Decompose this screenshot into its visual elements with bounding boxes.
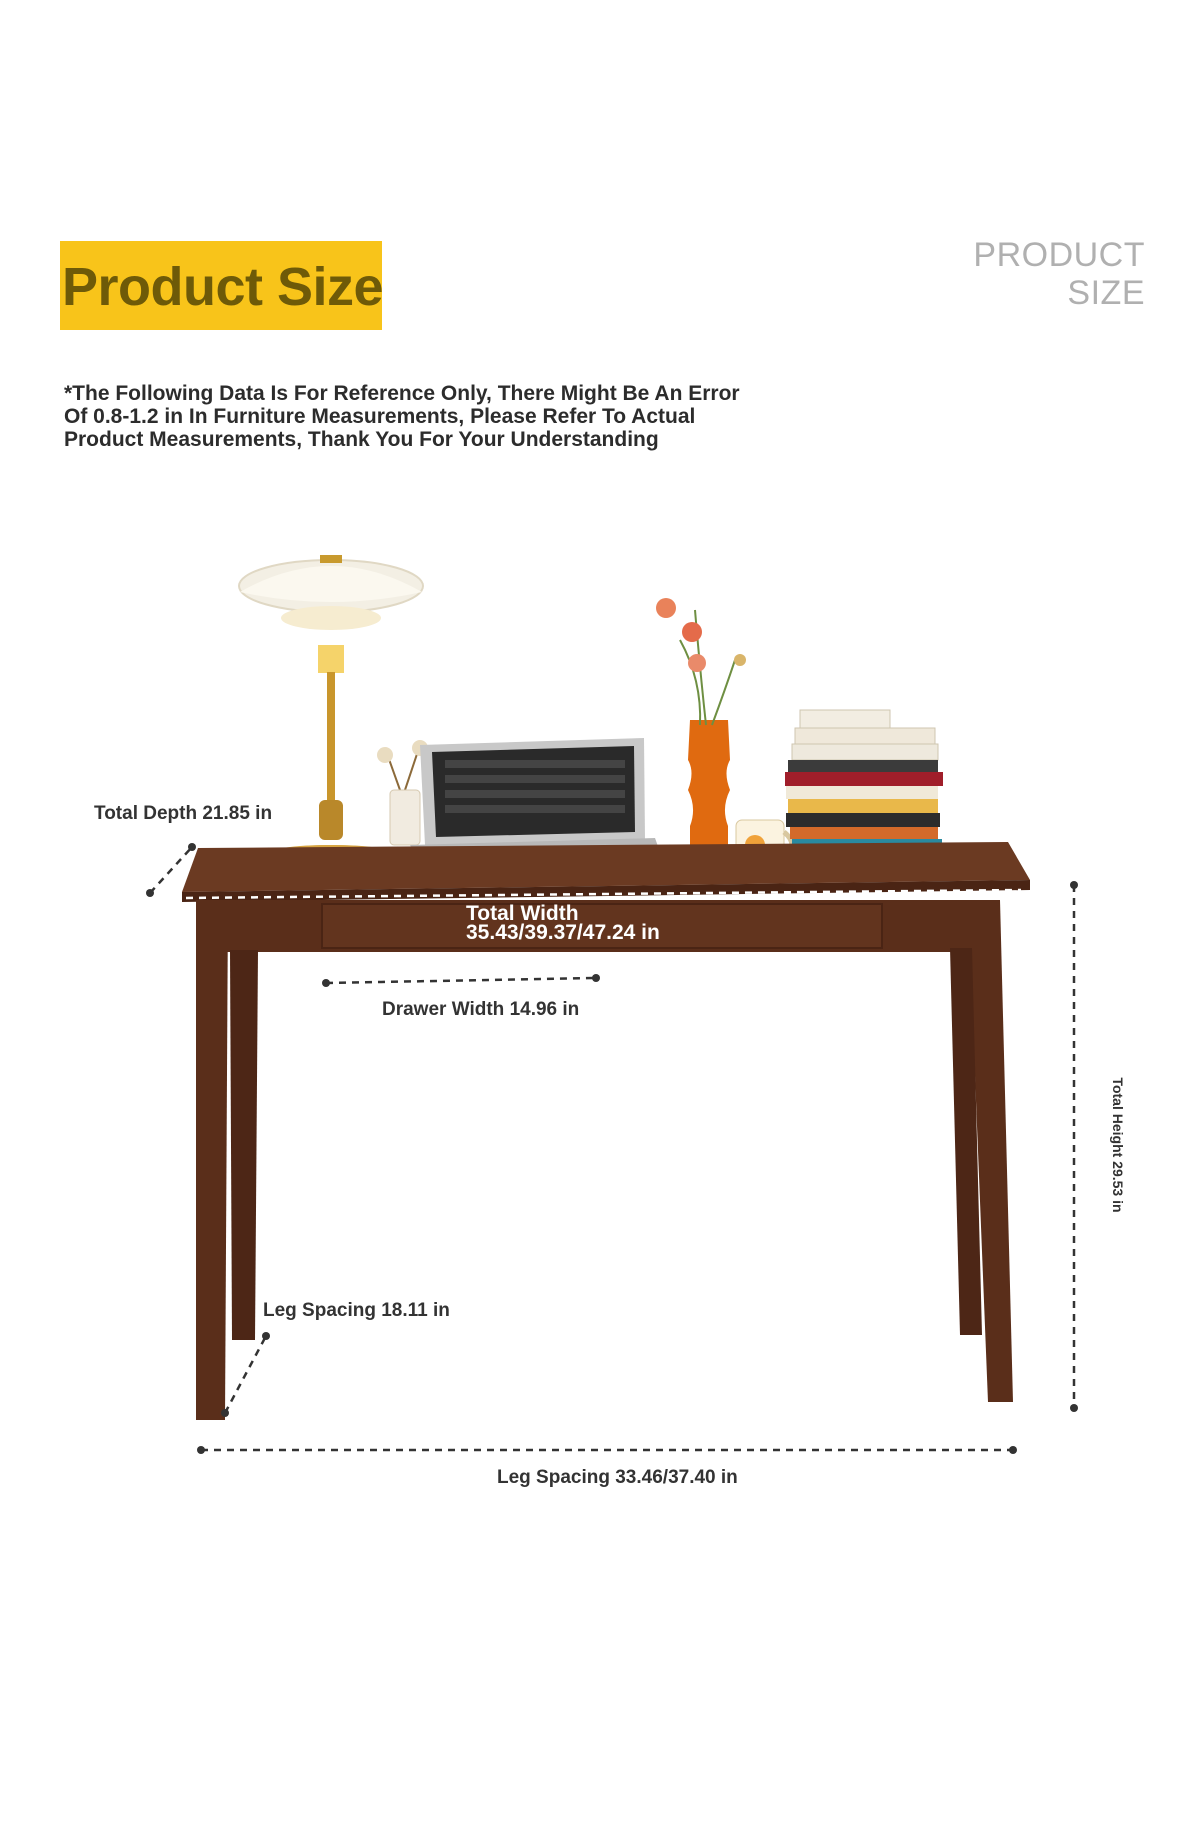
corner-watermark-line1: PRODUCT: [973, 236, 1145, 274]
leg-spacing-side-line: [225, 1336, 266, 1413]
drawer-width-label: Drawer Width 14.96 in: [382, 999, 580, 1020]
total-height-label: Total Height 29.53 in: [1110, 1077, 1126, 1213]
flower-vase-icon: [656, 598, 746, 848]
total-width-label-line2: 35.43/39.37/47.24 in: [466, 921, 660, 944]
drawer-width-line: [326, 978, 596, 983]
disclaimer-note: *The Following Data Is For Reference Only, There Might Be An Error Of 0.8-1.2 in In Furniture Measurements, Please Refer To Actual Product Measurements, Thank You For Your Understanding: [64, 382, 740, 451]
leg-spacing-side-label: Leg Spacing 18.11 in: [263, 1300, 450, 1321]
page-title: Product Size: [62, 257, 384, 317]
diffuser-icon: [377, 740, 428, 845]
leg-spacing-front-label: Leg Spacing 33.46/37.40 in: [497, 1467, 738, 1488]
corner-watermark-line2: SIZE: [1067, 274, 1145, 312]
total-width-label-line1: Total Width: [466, 902, 579, 925]
book-stack-icon: [785, 710, 943, 863]
total-depth-label: Total Depth 21.85 in: [94, 803, 273, 824]
